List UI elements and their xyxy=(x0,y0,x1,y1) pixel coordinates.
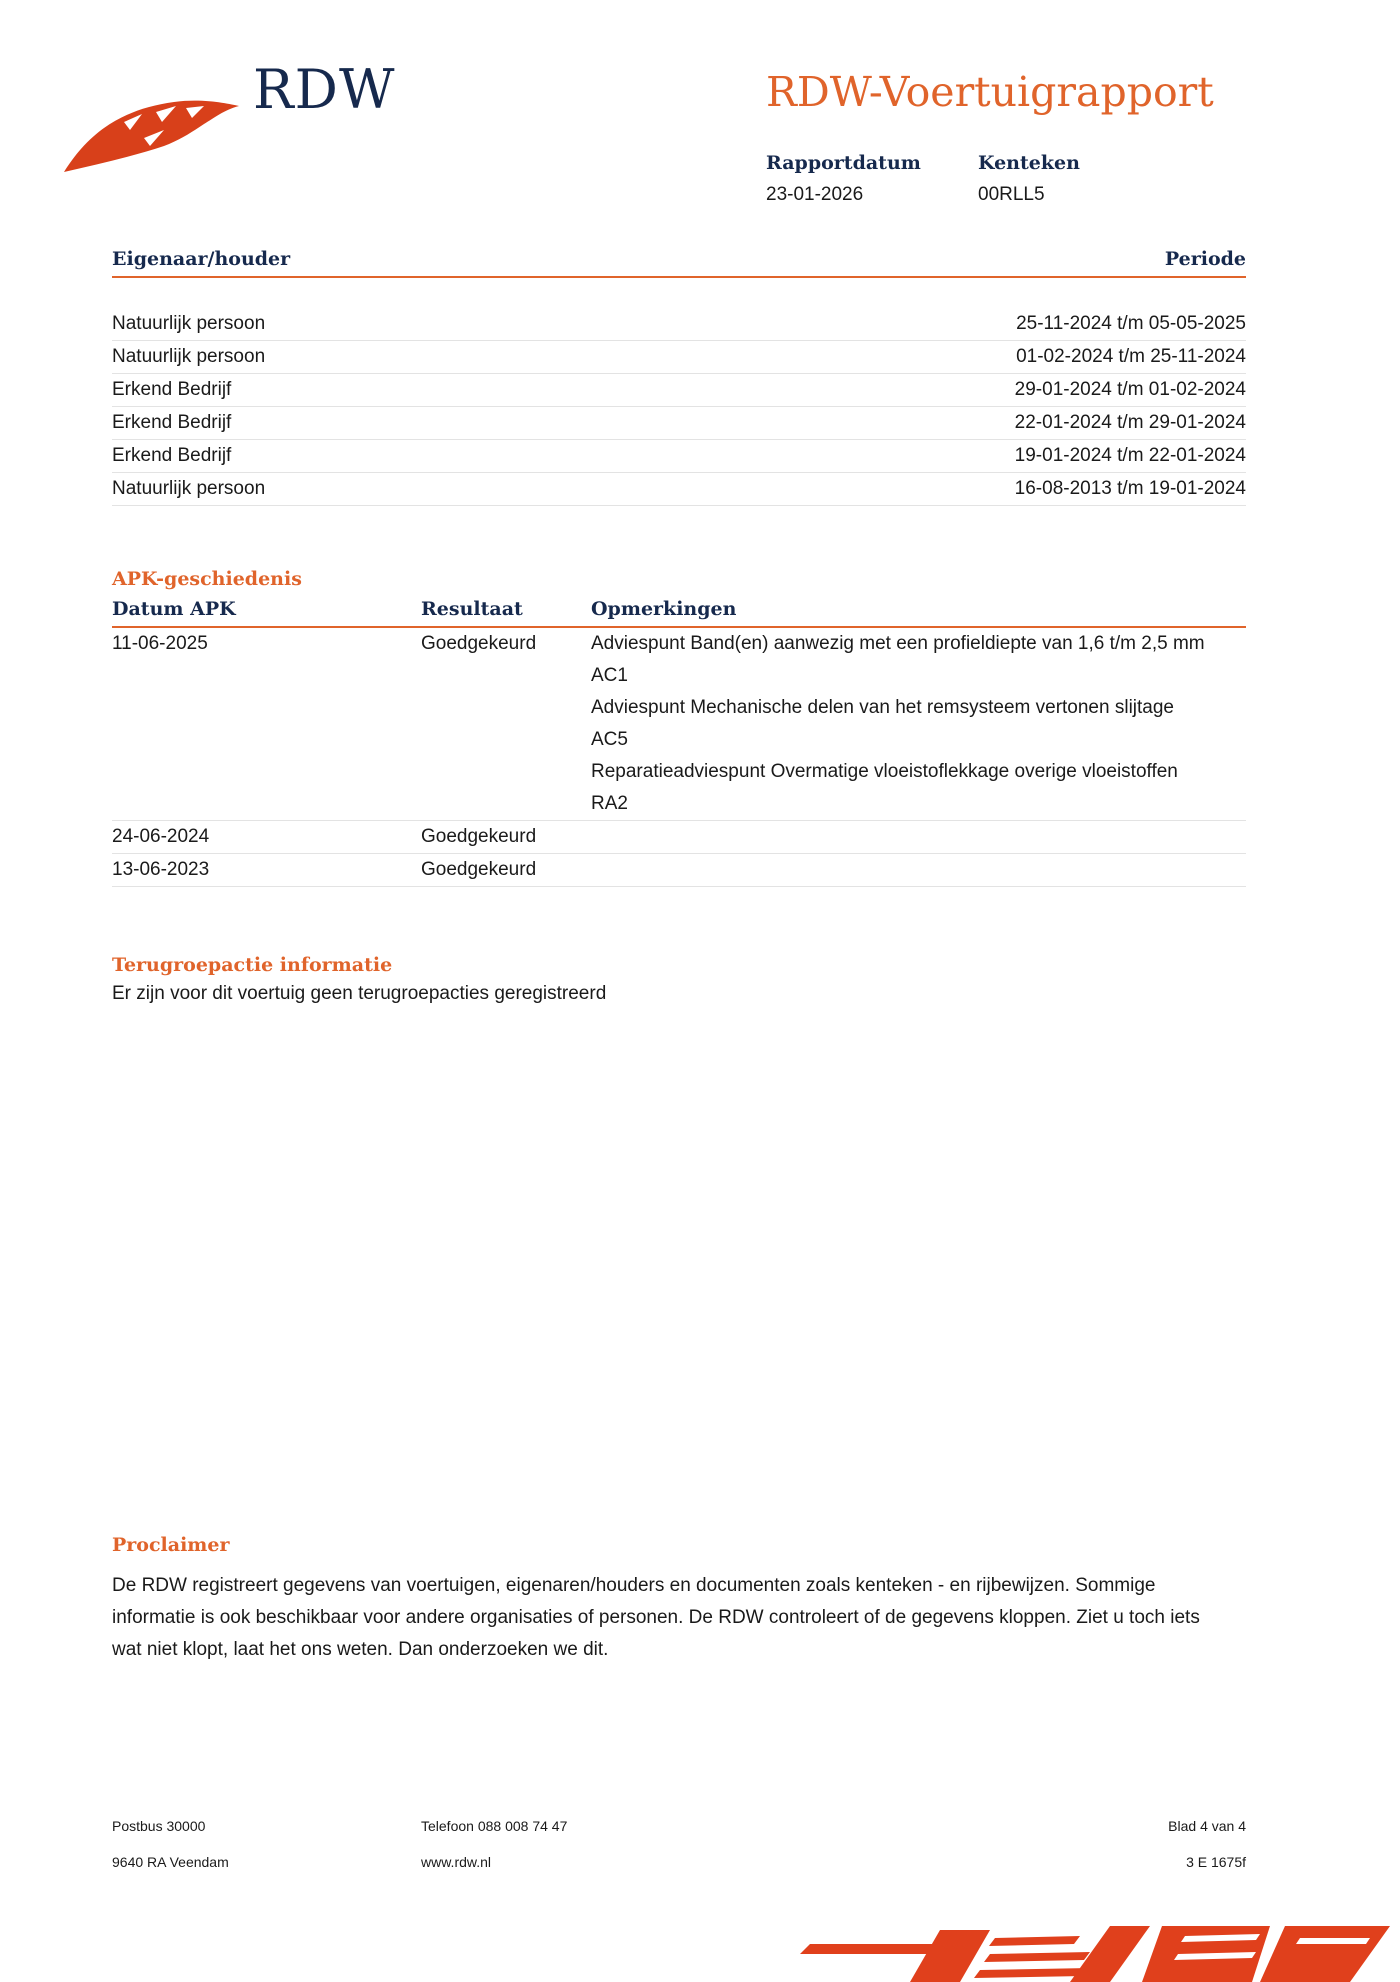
apk-remark: Reparatieadviespunt Overmatige vloeistoflekkage overige vloeistoffen RA2 xyxy=(591,761,1178,814)
table-row xyxy=(112,628,1246,821)
table-row xyxy=(112,473,1246,506)
apk-remarks-cell xyxy=(591,628,1211,820)
apk-section-title: APK-geschiedenis xyxy=(112,568,302,590)
apk-table-header xyxy=(112,596,1246,626)
recall-section-title: Terugroepactie informatie xyxy=(112,954,393,976)
plate-value: 00RLL5 xyxy=(978,184,1045,205)
owners-table-header xyxy=(112,246,1246,276)
period-cell: 22-01-2024 t/m 29-01-2024 xyxy=(1014,412,1246,433)
footer-page-number: Blad 4 van 4 xyxy=(1168,1818,1246,1834)
table-row xyxy=(112,440,1246,473)
footer-document-code: 3 E 1675f xyxy=(1186,1854,1246,1870)
apk-date-cell: 24-06-2024 xyxy=(112,826,210,847)
owner-column-header: Eigenaar/houder xyxy=(112,248,291,270)
apk-result-cell: Goedgekeurd xyxy=(421,859,537,880)
apk-date-cell: 13-06-2023 xyxy=(112,859,210,880)
apk-date-cell: 11-06-2025 xyxy=(112,633,208,654)
owners-rows xyxy=(112,308,1246,506)
proclaimer-title: Proclaimer xyxy=(112,1534,230,1556)
period-cell: 29-01-2024 t/m 01-02-2024 xyxy=(1014,379,1246,400)
period-cell: 01-02-2024 t/m 25-11-2024 xyxy=(1016,346,1246,367)
plate-label: Kenteken xyxy=(978,152,1080,174)
apk-remark: Adviespunt Mechanische delen van het remsysteem vertonen slijtage AC5 xyxy=(591,697,1174,750)
owner-cell: Erkend Bedrijf xyxy=(112,412,232,433)
rdw-feather-logo-icon xyxy=(64,60,254,180)
table-row xyxy=(112,374,1246,407)
apk-result-column-header: Resultaat xyxy=(421,598,523,620)
owner-cell: Natuurlijk persoon xyxy=(112,313,266,334)
decorative-stripes-icon xyxy=(790,1922,1400,1982)
apk-date-column-header: Datum APK xyxy=(112,598,236,620)
apk-section xyxy=(112,568,1246,887)
period-cell: 25-11-2024 t/m 05-05-2025 xyxy=(1016,313,1246,334)
table-row xyxy=(112,308,1246,341)
apk-remarks-column-header: Opmerkingen xyxy=(591,598,737,620)
owner-cell: Natuurlijk persoon xyxy=(112,346,266,367)
footer-address-line2: 9640 RA Veendam xyxy=(112,1854,229,1870)
apk-result-cell: Goedgekeurd xyxy=(421,826,537,847)
period-cell: 19-01-2024 t/m 22-01-2024 xyxy=(1014,445,1246,466)
period-column-header: Periode xyxy=(1164,248,1246,270)
owner-cell: Erkend Bedrijf xyxy=(112,445,232,466)
table-row xyxy=(112,821,1246,854)
footer-address-line1: Postbus 30000 xyxy=(112,1818,206,1834)
recall-section xyxy=(112,954,1246,1010)
period-cell: 16-08-2013 t/m 19-01-2024 xyxy=(1014,478,1246,499)
footer-phone: Telefoon 088 008 74 47 xyxy=(421,1818,568,1834)
footer-website: www.rdw.nl xyxy=(421,1854,492,1870)
apk-result-cell: Goedgekeurd xyxy=(421,633,537,654)
logo-text: RDW xyxy=(253,58,396,121)
table-row xyxy=(112,407,1246,440)
report-date-label: Rapportdatum xyxy=(766,152,921,174)
proclaimer-text: De RDW registreert gegevens van voertuigen, eigenaren/houders en documenten zoals kenteken - en rijbewijzen. Sommige informatie is ook beschikbaar voor andere organisaties of personen. De RDW controleert of de gegevens kloppen. Ziet u toch iets wat niet klopt, laat het ons weten. Dan onderzoeken we dit. xyxy=(112,1575,1200,1660)
owners-table xyxy=(112,246,1246,506)
apk-remark: Adviespunt Band(en) aanwezig met een profieldiepte van 1,6 t/m 2,5 mm AC1 xyxy=(591,633,1205,686)
owner-cell: Erkend Bedrijf xyxy=(112,379,232,400)
owner-cell: Natuurlijk persoon xyxy=(112,478,266,499)
table-row xyxy=(112,854,1246,887)
recall-text: Er zijn voor dit voertuig geen terugroepacties geregistreerd xyxy=(112,983,607,1004)
proclaimer-section xyxy=(112,1534,1246,1666)
report-date-value: 23-01-2026 xyxy=(766,184,864,205)
table-row xyxy=(112,341,1246,374)
report-title: RDW-Voertuigrapport xyxy=(766,68,1214,116)
